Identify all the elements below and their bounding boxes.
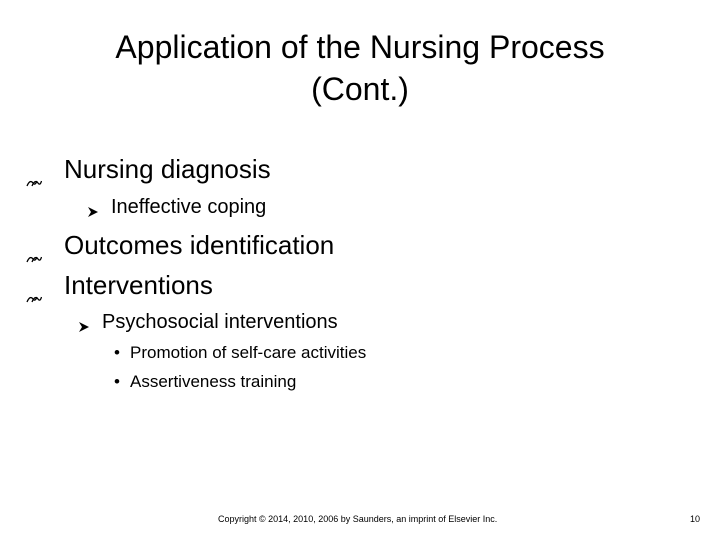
double-swoosh-bullet-icon: [26, 164, 42, 174]
bullet-item: [26, 151, 271, 187]
bullet-text: Nursing diagnosis: [64, 153, 271, 184]
sub-bullet-text: Psychosocial interventions: [102, 310, 338, 333]
slide-title: [60, 26, 660, 110]
page-number: 10: [689, 514, 700, 524]
sub-bullet-item: [87, 193, 266, 221]
sub-bullet-text: Ineffective coping: [111, 195, 267, 218]
dot-bullet: •: [114, 343, 120, 362]
sub-bullet-item: [78, 308, 338, 336]
slide-title-line-2: (Cont.): [311, 71, 409, 107]
bullet-text: Outcomes identification: [64, 229, 335, 260]
slide-title-line-1: Application of the Nursing Process: [115, 29, 605, 65]
dot-bullet: •: [114, 372, 120, 391]
sub-sub-bullet-item: [110, 370, 296, 394]
double-swoosh-bullet-icon: [26, 280, 42, 290]
arrowhead-bullet-icon: [78, 316, 90, 328]
bullet-text: Interventions: [64, 269, 213, 300]
bullet-item: [26, 267, 213, 303]
sub-sub-bullet-text: Assertiveness training: [130, 372, 297, 391]
bullet-item: [26, 227, 334, 263]
copyright-footer: Copyright © 2014, 2010, 2006 by Saunders, an imprint of Elsevier Inc.: [218, 514, 498, 524]
arrowhead-bullet-icon: [87, 201, 99, 213]
sub-sub-bullet-item: [110, 341, 366, 365]
sub-sub-bullet-text: Promotion of self-care activities: [130, 343, 367, 362]
double-swoosh-bullet-icon: [26, 240, 42, 250]
